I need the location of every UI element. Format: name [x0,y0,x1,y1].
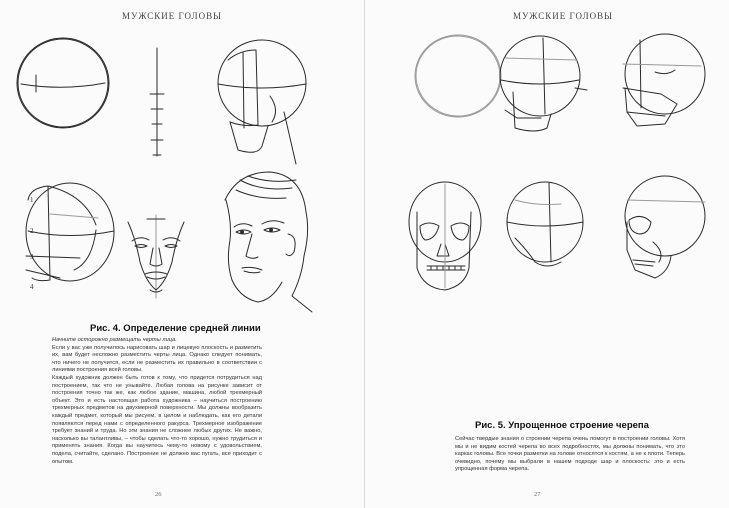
sketch-center-line [150,48,164,156]
mark-2: 2 [30,227,34,235]
body-text [455,436,685,474]
sketch-skull-front [409,182,481,290]
page-number: 27 [534,491,541,498]
paragraph: Если у вас уже получилось нарисовать шар и лицевую плоскость и разметить их, вам будет несложно разместить черты лица. Однако следует понимать, что ничего не получится, если не разместить их правильно в соответствии с линиями построения всей головы. [52,344,262,374]
intro-line: Начните осторожно размещать черты лица. [52,337,177,343]
body-text [52,337,262,466]
mark-4: 4 [30,283,34,291]
figure-4-drawing [0,0,364,330]
sketch-skull-block-side [500,36,587,131]
mark-1: 1 [30,196,34,204]
figure-caption: Рис. 5. Упрощенное строение черепа [475,420,649,431]
sketch-head-construction [26,183,114,291]
sketch-ball-with-plane [218,40,306,164]
running-head: МУЖСКИЕ ГОЛОВЫ [122,11,222,21]
figure-caption: Рис. 4. Определение средней линии [90,323,261,334]
sketch-light-circle [413,33,502,119]
sketch-sphere [16,37,110,130]
running-head: МУЖСКИЕ ГОЛОВЫ [513,11,613,21]
sketch-skull-profile-construction [507,182,583,266]
paragraph: Каждый художник должен быть готов к тому, что придется потрудиться над построением, так что не унывайте. Любая голова на рисунке зависит от построения точно так же, как любое здание, машина, любой трехмерный объект. Это и есть настоящая работа художника – научиться построению трехмерных предметов на двухмерной поверхности. Мы должны вообразить каждый предмет, который мы рисуем, в целом и наблюдать, как его детали появляются перед нами с определенного ракурса. Трехмерное изображение требует знаний и труда. Но эти знания не сложнее любых других. Не важно, насколько вы талантливы, – чтобы сделать что-то хорошо, нужно трудиться и применять знания. Когда вы научитесь чему-то новому с удовольствием, подела, считайте, сделано. Построение не должно вас пугать, все приходит с опытом. [52,374,262,465]
mark-3: 3 [30,253,34,261]
left-page [0,0,364,508]
figure-5-skull-sketches [365,0,729,330]
paragraph: Сейчас твердые знания о строении черепа очень помогут в построении головы. Хотя мы и не видим костей черепа во всех подробностях, мы должны понимать, что это каркас головы. Все точки разметки на голове относятся к костям, а не к плоти. Теперь очевидно, почему мы выбрали в нашем подходе шар и плоскость: это и есть упрощенная форма черепа. [455,436,685,473]
sketch-skull-block-angled [623,34,705,126]
sketch-skull-profile [625,176,705,278]
sketch-face-front [128,215,184,298]
page-number: 26 [155,491,162,498]
figure-5-drawing [365,0,729,330]
figure-4-head-sketches [0,0,364,330]
sketch-male-head [225,172,312,312]
right-page [365,0,729,508]
